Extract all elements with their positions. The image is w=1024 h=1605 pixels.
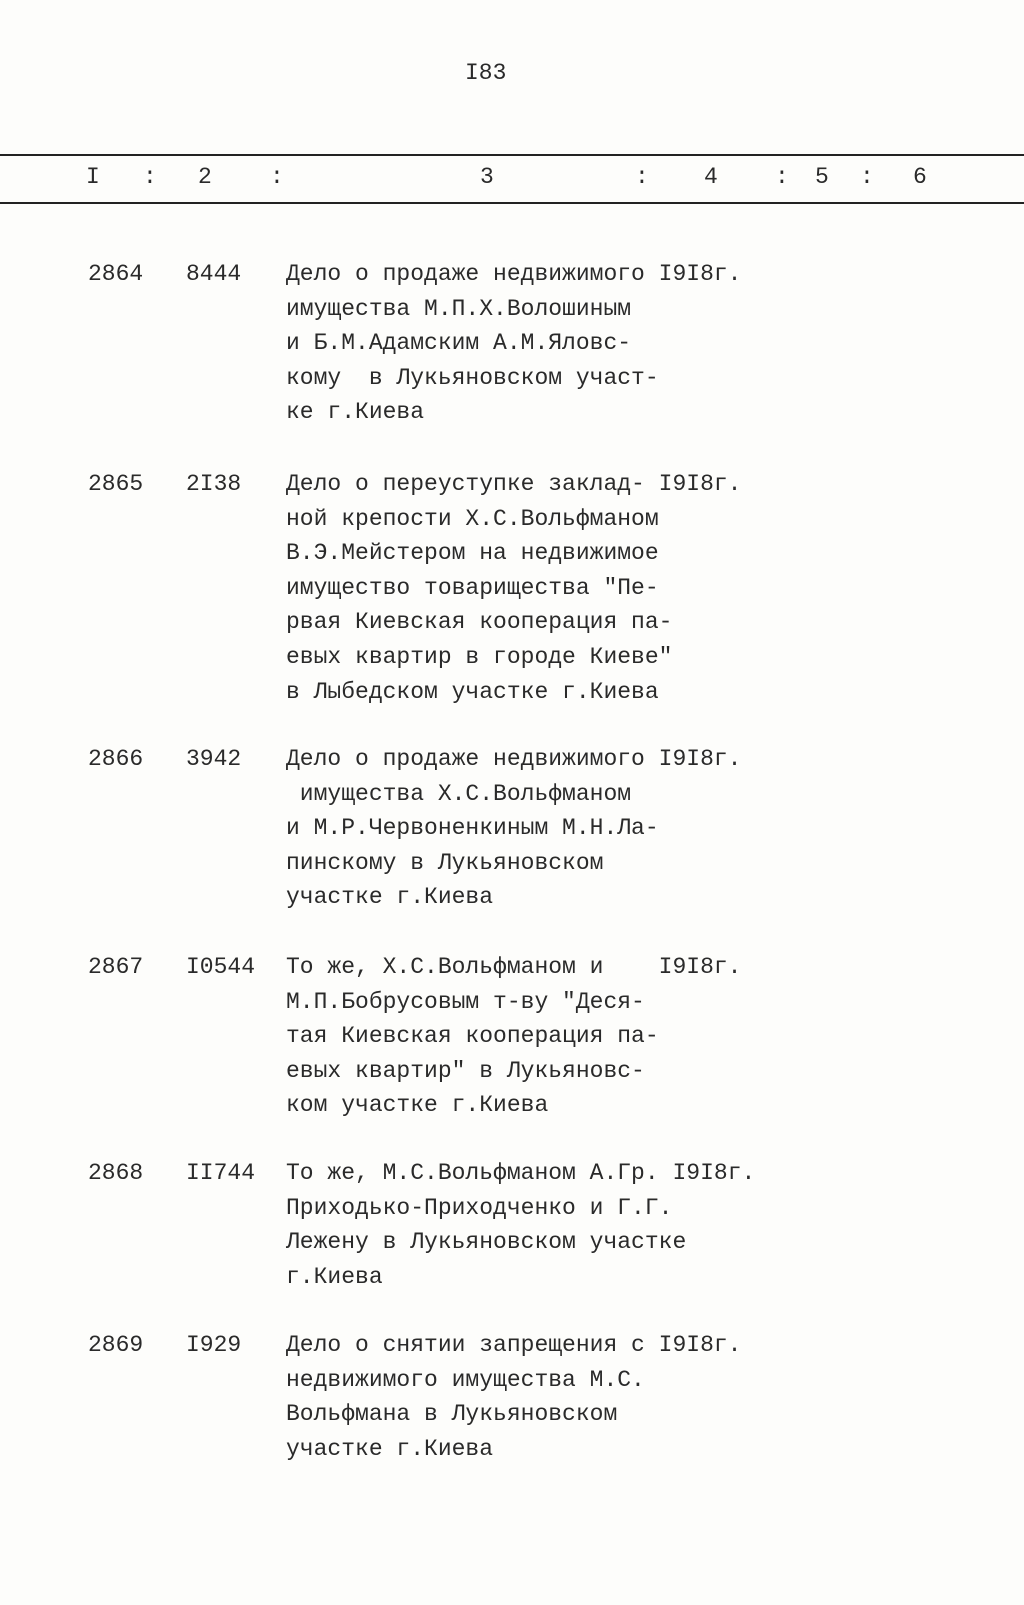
description-line [286,1054,742,1089]
entry-description [286,467,742,709]
entry-code: 3942 [186,746,242,772]
description-line [286,1432,742,1467]
description-line [286,1225,755,1260]
description-line [286,502,742,537]
description-line [286,1191,755,1226]
entry-code: I929 [186,1332,242,1358]
description-text: Приходько-Приходченко и Г.Г. [286,1194,673,1221]
entry-number: 2868 [88,1160,144,1186]
description-text: кому в Лукьяновском участ- [286,364,659,391]
col-separator: : [775,164,789,190]
description-line [286,467,742,502]
description-line [286,1260,755,1295]
col-header-2: 2 [198,164,212,190]
description-text: имущества М.П.Х.Волошиным [286,295,632,322]
entry-year: I9I8г. [658,471,742,497]
description-text: пинскому в Лукьяновском [286,849,604,876]
col-separator: : [143,164,157,190]
description-text: То же, Х.С.Вольфманом и [286,954,645,980]
description-line [286,742,742,777]
description-line [286,1156,755,1191]
header-rule-bottom [0,202,1024,204]
description-text: рвая Киевская кооперация па- [286,609,673,636]
description-line [286,395,742,430]
description-line [286,1088,742,1123]
col-separator: : [270,164,284,190]
entry-description [286,1156,755,1294]
description-line [286,846,742,881]
entry-year: I9I8г. [658,261,742,287]
entry-number: 2864 [88,261,144,287]
entry-year: I9I8г. [672,1160,756,1186]
entry-description [286,257,742,430]
description-text: Дело о переуступке заклад- [286,471,645,497]
description-text: участке г.Киева [286,1435,494,1462]
entry-description [286,950,742,1123]
description-line [286,640,742,675]
entry-code: II744 [186,1160,256,1186]
description-line [286,777,742,812]
entry-number: 2865 [88,471,144,497]
description-text: г.Киева [286,1263,383,1290]
entry-year: I9I8г. [658,1332,742,1358]
description-line [286,292,742,327]
page-number: I83 [465,60,507,86]
description-text: недвижимого имущества М.С. [286,1366,645,1393]
col-header-1: I [86,164,100,190]
col-separator: : [635,164,649,190]
header-rule-top [0,154,1024,156]
col-separator: : [860,164,874,190]
description-text: евых квартир" в Лукьяновс- [286,1057,645,1084]
description-text: Вольфмана в Лукьяновском [286,1401,618,1428]
description-text: М.П.Бобрусовым т-ву "Деся- [286,988,645,1015]
description-text: Дело о продаже недвижимого [286,261,645,287]
description-text: евых квартир в городе Киеве" [286,643,673,670]
description-line [286,950,742,985]
col-header-4: 4 [704,164,718,190]
entry-year: I9I8г. [658,746,742,772]
entry-code: 8444 [186,261,242,287]
description-text: и Б.М.Адамским А.М.Яловс- [286,330,632,357]
col-header-6: 6 [913,164,927,190]
description-text: имущества Х.С.Вольфманом [286,780,632,807]
description-line [286,675,742,710]
description-line [286,811,742,846]
description-text: и М.Р.Червоненкиным М.Н.Ла- [286,815,659,842]
description-line [286,880,742,915]
col-header-3: 3 [480,164,494,190]
entry-number: 2869 [88,1332,144,1358]
description-text: ной крепости Х.С.Вольфманом [286,505,659,532]
description-text: Лежену в Лукьяновском участке [286,1229,687,1256]
description-line [286,1328,742,1363]
col-header-5: 5 [815,164,829,190]
entry-code: I0544 [186,954,256,980]
description-line [286,1397,742,1432]
description-text: То же, М.С.Вольфманом А.Гр. [286,1160,659,1186]
description-line [286,257,742,292]
description-text: Дело о продаже недвижимого [286,746,645,772]
description-line [286,1363,742,1398]
description-text: в Лыбедском участке г.Киева [286,678,659,705]
description-line [286,1019,742,1054]
description-line [286,605,742,640]
entry-description [286,1328,742,1466]
entry-number: 2867 [88,954,144,980]
description-line [286,571,742,606]
description-line [286,326,742,361]
entry-description [286,742,742,915]
description-line [286,361,742,396]
description-text: тая Киевская кооперация па- [286,1023,659,1050]
description-text: имущество товарищества "Пе- [286,574,659,601]
entry-year: I9I8г. [658,954,742,980]
description-line [286,985,742,1020]
entry-number: 2866 [88,746,144,772]
entry-code: 2I38 [186,471,242,497]
description-line [286,536,742,571]
description-text: Дело о снятии запрещения с [286,1332,645,1358]
description-text: участке г.Киева [286,884,494,911]
description-text: ке г.Киева [286,399,425,426]
description-text: В.Э.Мейстером на недвижимое [286,540,659,567]
description-text: ком участке г.Киева [286,1092,549,1119]
